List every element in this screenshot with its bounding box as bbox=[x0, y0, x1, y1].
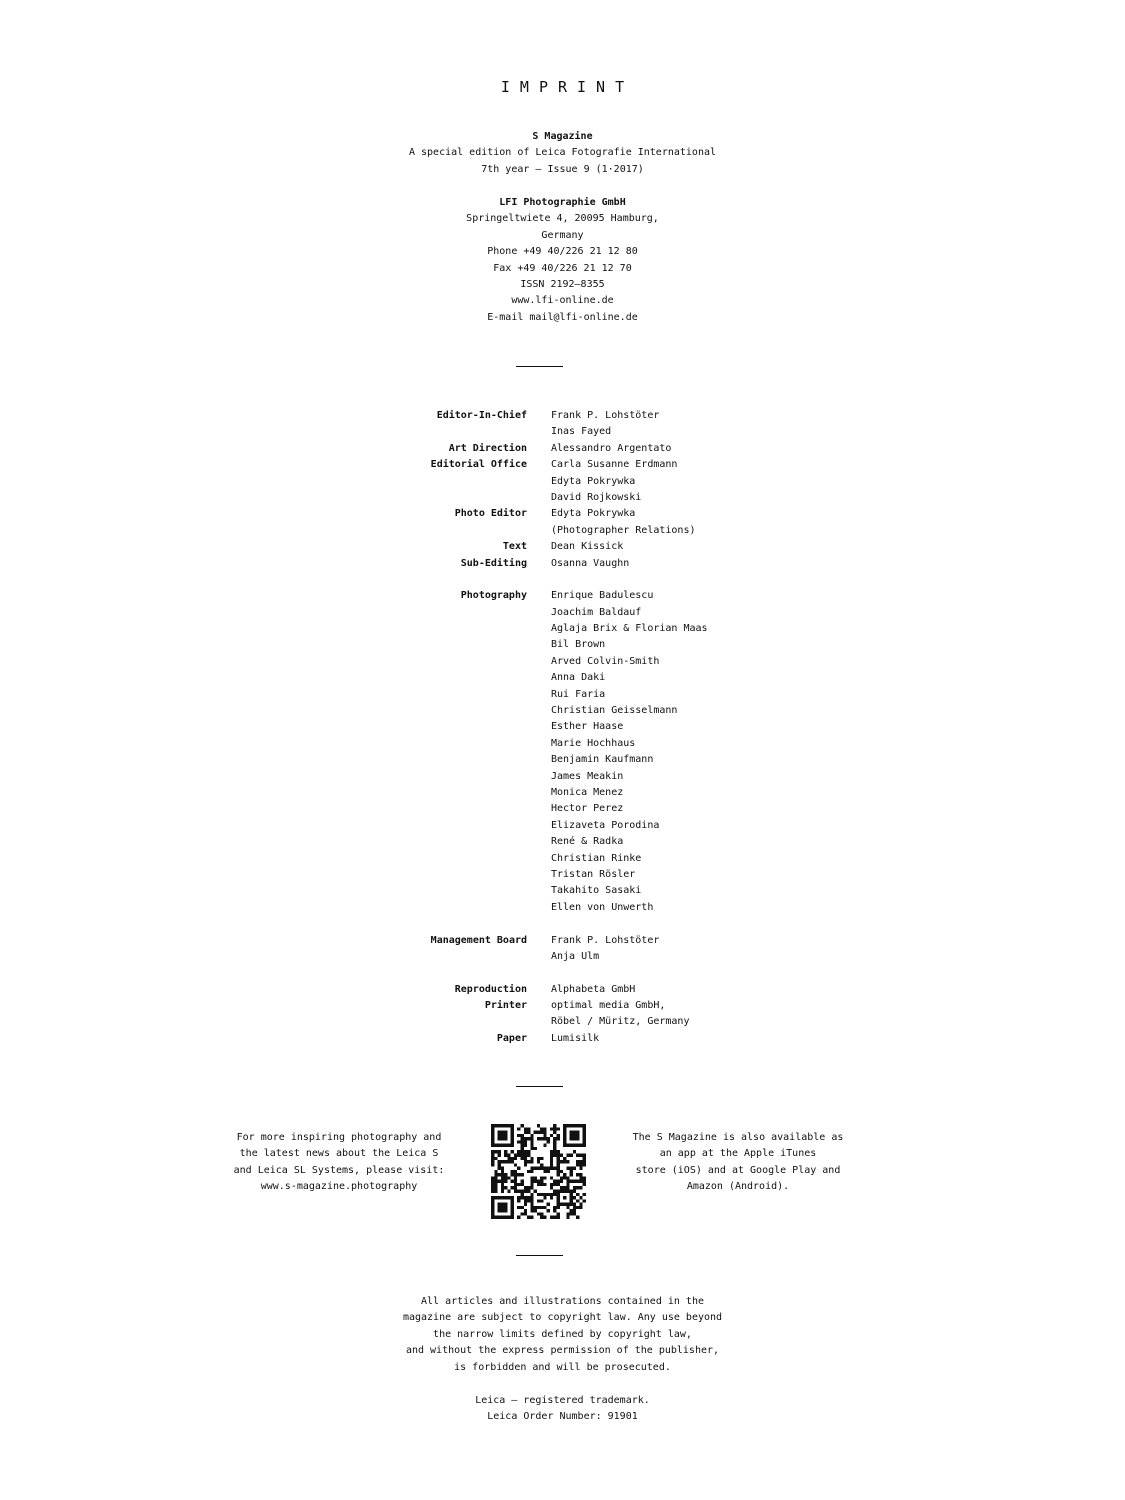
credit-row bbox=[0, 867, 1125, 883]
legal-line: All articles and illustrations contained in the bbox=[421, 1296, 704, 1307]
publisher-issn: ISSN 2192–8355 bbox=[520, 278, 605, 290]
credit-name: Edyta Pokrywka bbox=[551, 475, 636, 487]
credit-name: Alessandro Argentato bbox=[551, 442, 672, 454]
promo-line: store (iOS) and at Google Play and bbox=[635, 1164, 841, 1176]
credit-name: (Photographer Relations) bbox=[551, 524, 696, 536]
section-divider bbox=[516, 1255, 563, 1256]
masthead bbox=[0, 129, 1125, 178]
credit-name: Röbel / Müritz, Germany bbox=[551, 1016, 690, 1028]
credit-row bbox=[0, 490, 1125, 506]
credit-name: Arved Colvin-Smith bbox=[551, 655, 660, 667]
credit-name: Edyta Pokrywka bbox=[551, 508, 636, 520]
credit-row bbox=[0, 506, 1125, 522]
credit-row bbox=[0, 539, 1125, 555]
credit-name: Anja Ulm bbox=[551, 950, 600, 962]
credit-role: Editor-In-Chief bbox=[436, 410, 527, 421]
legal-line: the narrow limits defined by copyright law, bbox=[433, 1328, 692, 1340]
credit-role: Printer bbox=[484, 1000, 527, 1012]
masthead-line: 7th year – Issue 9 (1·2017) bbox=[481, 163, 644, 175]
credit-name: Bil Brown bbox=[551, 639, 606, 651]
trademark-notice bbox=[0, 1393, 1125, 1426]
credit-name: Joachim Baldauf bbox=[551, 606, 642, 618]
credit-name: James Meakin bbox=[551, 770, 624, 782]
credit-row bbox=[0, 752, 1125, 768]
credit-role: Reproduction bbox=[454, 983, 527, 995]
credit-name: Hector Perez bbox=[551, 803, 624, 815]
credit-row bbox=[0, 605, 1125, 621]
credit-name: David Rojkowski bbox=[551, 491, 642, 503]
promo-line: Amazon (Android). bbox=[686, 1181, 790, 1193]
credit-row bbox=[0, 851, 1125, 867]
credit-role: Sub-Editing bbox=[460, 557, 527, 569]
credit-row bbox=[0, 982, 1125, 998]
credit-name: Frank P. Lohstöter bbox=[551, 410, 660, 421]
credit-role: Text bbox=[502, 541, 527, 553]
credit-name: Ellen von Unwerth bbox=[551, 901, 654, 913]
publisher-email: E-mail mail@lfi-online.de bbox=[487, 311, 638, 323]
credit-name: Marie Hochhaus bbox=[551, 737, 636, 749]
credit-name: Takahito Sasaki bbox=[551, 885, 642, 897]
credit-row bbox=[0, 637, 1125, 653]
credit-spacer bbox=[0, 572, 1125, 588]
magazine-name: S Magazine bbox=[532, 131, 593, 142]
credit-name: Benjamin Kaufmann bbox=[551, 754, 654, 766]
promo-line: For more inspiring photography and bbox=[236, 1132, 442, 1143]
publisher-address: Springeltwiete 4, 20095 Hamburg, bbox=[466, 213, 659, 225]
legal-notice bbox=[0, 1294, 1125, 1376]
credit-row bbox=[0, 588, 1125, 604]
credit-row bbox=[0, 687, 1125, 703]
credit-row bbox=[0, 556, 1125, 572]
legal-line: magazine are subject to copyright law. Any use beyond bbox=[402, 1312, 723, 1324]
credit-row bbox=[0, 474, 1125, 490]
credit-name: Aglaja Brix & Florian Maas bbox=[551, 623, 708, 635]
page-title: IMPRINT bbox=[500, 78, 635, 96]
credit-row bbox=[0, 1031, 1125, 1047]
credit-spacer bbox=[0, 916, 1125, 932]
credit-row bbox=[0, 1014, 1125, 1030]
credit-row bbox=[0, 670, 1125, 686]
credit-name: optimal media GmbH, bbox=[551, 1000, 666, 1012]
credit-row bbox=[0, 900, 1125, 916]
credit-row bbox=[0, 933, 1125, 949]
trademark-line: Leica – registered trademark. bbox=[475, 1395, 650, 1406]
promo-line: and Leica SL Systems, please visit: bbox=[233, 1164, 445, 1176]
credit-name: Christian Geisselmann bbox=[551, 705, 678, 717]
section-divider bbox=[516, 366, 563, 367]
credit-row bbox=[0, 621, 1125, 637]
credit-name: Alphabeta GmbH bbox=[551, 983, 636, 995]
credit-row bbox=[0, 949, 1125, 965]
publisher-website: www.lfi-online.de bbox=[511, 295, 614, 307]
credit-role: Photo Editor bbox=[454, 508, 527, 520]
publisher-block bbox=[0, 195, 1125, 326]
credit-row bbox=[0, 785, 1125, 801]
publisher-country: Germany bbox=[541, 229, 584, 241]
credit-name: Carla Susanne Erdmann bbox=[551, 459, 678, 471]
credit-name: Enrique Badulescu bbox=[551, 590, 654, 602]
credit-row bbox=[0, 998, 1125, 1014]
credit-name: Inas Fayed bbox=[551, 426, 612, 438]
publisher-fax: Fax +49 40/226 21 12 70 bbox=[493, 262, 632, 274]
section-divider bbox=[516, 1086, 563, 1087]
credit-name: Dean Kissick bbox=[551, 541, 624, 553]
credit-name: Rui Faria bbox=[551, 688, 606, 700]
credit-name: Frank P. Lohstöter bbox=[551, 934, 660, 946]
promo-line: an app at the Apple iTunes bbox=[659, 1148, 817, 1160]
credit-name: Esther Haase bbox=[551, 721, 624, 733]
promo-app bbox=[628, 1130, 848, 1196]
credit-row bbox=[0, 457, 1125, 473]
credit-role: Paper bbox=[496, 1032, 527, 1044]
credit-name: Lumisilk bbox=[551, 1032, 600, 1044]
publisher-name: LFI Photographie GmbH bbox=[499, 197, 626, 208]
promo-website bbox=[229, 1130, 449, 1196]
promo-line: The S Magazine is also available as bbox=[632, 1132, 844, 1143]
credit-row bbox=[0, 424, 1125, 440]
qr-code-icon[interactable] bbox=[491, 1124, 586, 1219]
order-number: Leica Order Number: 91901 bbox=[487, 1411, 638, 1423]
credit-name: Tristan Rösler bbox=[551, 868, 636, 880]
credit-name: Monica Menez bbox=[551, 786, 624, 798]
credit-row bbox=[0, 523, 1125, 539]
credit-row bbox=[0, 736, 1125, 752]
credit-row bbox=[0, 441, 1125, 457]
promo-url[interactable]: www.s-magazine.photography bbox=[260, 1181, 418, 1193]
credit-role: Photography bbox=[460, 590, 527, 602]
credit-name: Christian Rinke bbox=[551, 852, 642, 864]
credit-row bbox=[0, 801, 1125, 817]
credit-row bbox=[0, 769, 1125, 785]
masthead-line: A special edition of Leica Fotografie International bbox=[408, 147, 717, 159]
credit-row bbox=[0, 654, 1125, 670]
credit-name: Anna Daki bbox=[551, 672, 606, 684]
credits-list bbox=[0, 408, 1125, 1047]
legal-line: is forbidden and will be prosecuted. bbox=[454, 1361, 671, 1373]
credit-row bbox=[0, 834, 1125, 850]
credit-row bbox=[0, 719, 1125, 735]
credit-spacer bbox=[0, 965, 1125, 981]
credit-name: Osanna Vaughn bbox=[551, 557, 630, 569]
credit-row bbox=[0, 703, 1125, 719]
credit-row bbox=[0, 408, 1125, 424]
credit-role: Editorial Office bbox=[430, 459, 527, 471]
credit-role: Management Board bbox=[430, 934, 527, 946]
promo-line: the latest news about the Leica S bbox=[239, 1148, 439, 1160]
credit-role: Art Direction bbox=[448, 442, 527, 454]
publisher-phone: Phone +49 40/226 21 12 80 bbox=[487, 246, 638, 258]
credit-name: René & Radka bbox=[551, 836, 624, 848]
credit-row bbox=[0, 883, 1125, 899]
credit-row bbox=[0, 818, 1125, 834]
legal-line: and without the express permission of the publisher, bbox=[405, 1345, 720, 1357]
credit-name: Elizaveta Porodina bbox=[551, 819, 660, 831]
